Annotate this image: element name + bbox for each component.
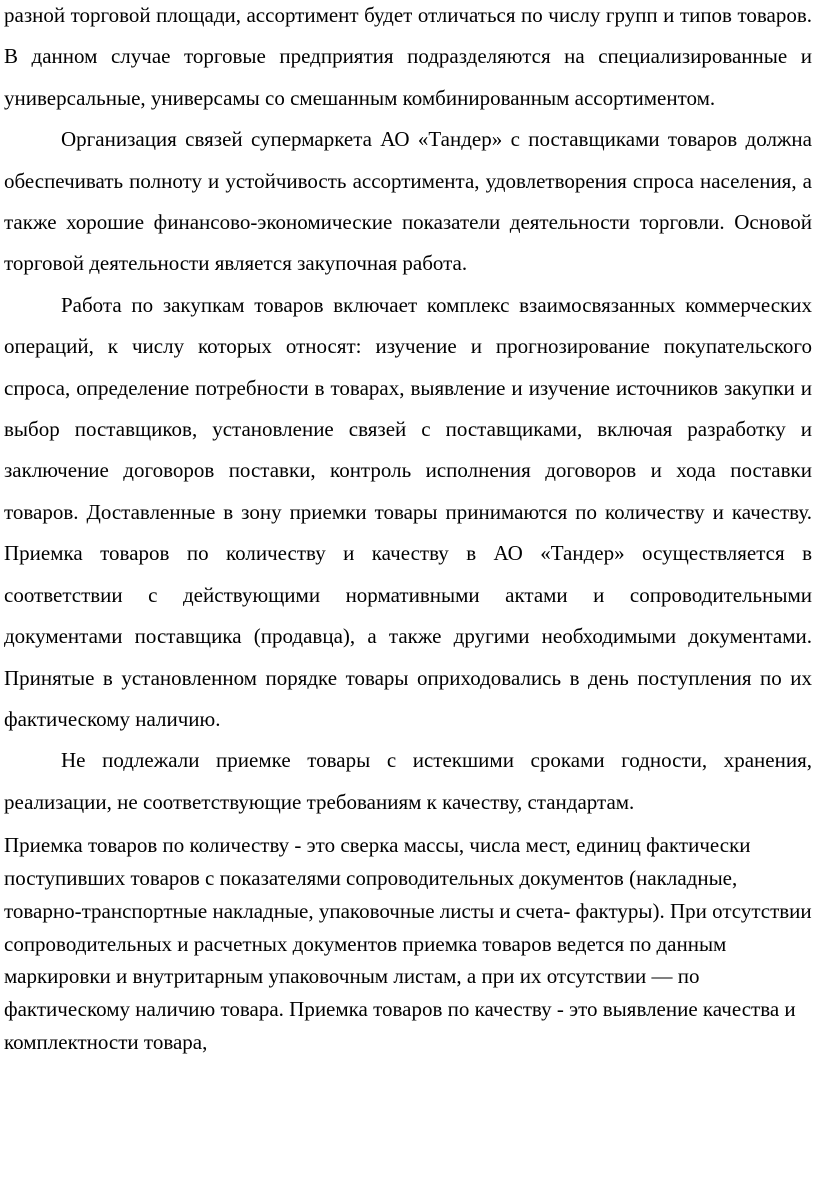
paragraph-quantity-acceptance: Приемка товаров по количеству - это сверка массы, числа мест, единиц фактически поступивших товаров с показателями сопроводительных документов (накладные, товарно-транспортные накладные, упаковочные листы и счета- фактуры). При отсутствии сопроводительных и расчетных документов приемка товаров ведется по данным маркировки и внутритарным упаковочным листам, а при их отсутствии — по фактическому наличию товара. Приемка товаров по качеству - это выявление качества и комплектности товара,	[4, 833, 812, 1054]
paragraph-not-accepted-goods: Не подлежали приемке товары с истекшими сроками годности, хранения, реализации, не соответствующие требованиям к качеству, стандартам.	[4, 748, 812, 814]
paragraph-supplier-relations: Организация связей супермаркета АО «Тандер» с поставщиками товаров должна обеспечивать полноту и устойчивость ассортимента, удовлетворения спроса населения, а также хорошие финансово-экономические показатели деятельности торговли. Основой торговой деятельности является закупочная работа.	[4, 127, 812, 276]
paragraph-continuation: разной торговой площади, ассортимент будет отличаться по числу групп и типов товаров. В данном случае торговые предприятия подразделяются на специализированные и универсальные, универсамы со смешанным комбинированным ассортиментом.	[4, 3, 812, 110]
paragraph-procurement-work: Работа по закупкам товаров включает комплекс взаимосвязанных коммерческих операций, к числу которых относят: изучение и прогнозирование покупательского спроса, определение потребности в товарах, выявление и изучение источников закупки и выбор поставщиков, установление связей с поставщиками, включая разработку и заключение договоров поставки, контроль исполнения договоров и хода поставки товаров. Доставленные в зону приемки товары принимаются по количеству и качеству. Приемка товаров по количеству и качеству в АО «Тандер» осуществляется в соответствии с действующими нормативными актами и сопроводительными документами поставщика (продавца), а также другими необходимыми документами. Принятые в установленном порядке товары оприходовались в день поступления по их фактическому наличию.	[4, 292, 812, 731]
